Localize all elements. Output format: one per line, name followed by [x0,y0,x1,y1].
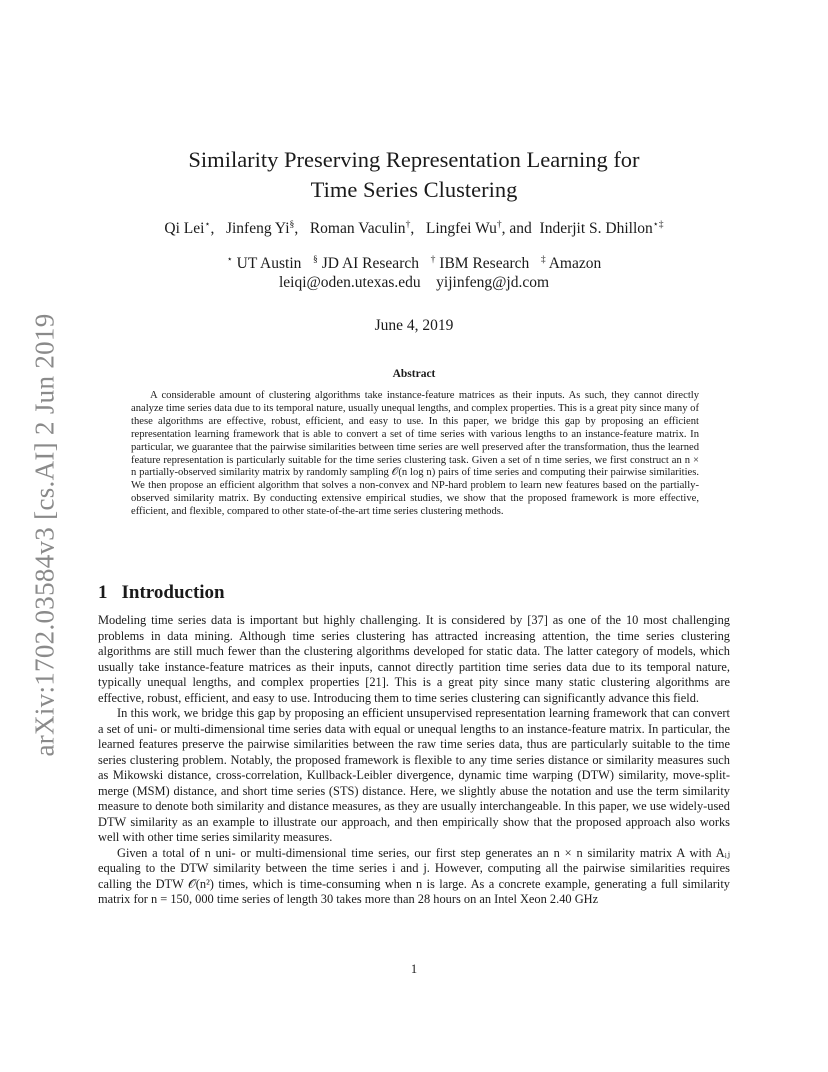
abstract-text: A considerable amount of clustering algorithms take instance-feature matrices as their inputs. As such, they cannot directly analyze time series data due to its temporal nature, usually unequal lengths, and complex properties. This is a great pity since many of these algorithms are effective, robust, efficient, and easy to use. In this paper, we bridge this gap by proposing an efficient representation learning framework that is able to convert a set of time series with various lengths to an instance-feature matrix. In particular, we guarantee that the pairwise similarities between time series are well preserved after the transformation, thus the learned feature representation is particularly suitable for the time series clustering task. Given a set of n time series, we first construct an n × n partially-observed similarity matrix by randomly sampling 𝒪(n log n) pairs of time series and computing their pairwise similarities. We then propose an efficient algorithm that solves a non-convex and NP-hard problem to learn new features based on the partially-observed similarity matrix. By conducting extensive empirical studies, we show that the proposed framework is more effective, efficient, and flexible, compared to other state-of-the-art time series clustering methods. [131,390,699,518]
title-line-2: Time Series Clustering [310,177,518,202]
page-number: 1 [410,962,418,976]
paper-title [0,145,828,205]
paragraph: In this work, we bridge this gap by proposing an efficient unsupervised representation learning framework that can convert a set of uni- or multi-dimensional time series data with equal or unequal lengths to an instance-feature matrix. In particular, the learned features preserve the pairwise similarities between the raw time series data, thus are particularly suitable to the time series clustering problem. Notably, the proposed framework is flexible to any time series distance or similarity measures such as Mikowski distance, cross-correlation, Kullback-Leibler divergence, dynamic time warping (DTW) similarity, move-split-merge (MSM) distance, and short time series (STS) distance. Here, we slightly abuse the notation and use the term similarity measure to denote both similarity and distance measures, as they are usually interchangeable. In this paper, we use widely-used DTW similarity as an example to illustrate our approach, and then empirically show that the proposed approach also works well with other time series similarity measures. [98,706,730,844]
author-mark: ⋆‡ [652,218,664,230]
body-text [98,613,730,908]
author-conjunction: and [509,220,532,237]
title-line-1: Similarity Preserving Representation Learning for [188,147,640,172]
author-mark: § [289,218,295,230]
affiliation-name: IBM Research [439,255,530,272]
paper-date: June 4, 2019 [374,317,454,334]
author-emails: leiqi@oden.utexas.edu yijinfeng@jd.com [278,274,550,291]
affiliation-mark: ‡ [540,253,546,265]
author-mark: ⋆ [204,218,211,230]
affiliation-mark: § [313,253,318,265]
affiliation-mark: † [430,253,436,265]
author-mark: † [496,218,502,230]
affiliation-mark: ⋆ [226,253,233,265]
section-number: 1 [98,582,108,603]
affiliation-name: JD AI Research [321,255,419,272]
author-name: Lingfei Wu [425,220,497,237]
abstract-heading: Abstract [392,368,436,380]
author-name: Qi Lei [164,220,205,237]
author-name: Inderjit S. Dhillon [539,220,653,237]
section-title: Introduction [121,582,225,603]
author-list: Qi Lei⋆, Jinfeng Yi§, Roman Vaculin†, Lingfei Wu†, and Inderjit S. Dhillon⋆‡ [164,218,664,237]
arxiv-identifier-text: arXiv:1702.03584v3 [cs.AI] 2 Jun 2019 [29,313,60,757]
affiliation-name: Amazon [548,255,602,272]
affiliation-name: UT Austin [236,255,302,272]
paragraph: Given a total of n uni- or multi-dimensional time series, our first step generates an n × n similarity matrix A with Aᵢⱼ equaling to the DTW similarity between the time series i and j. However, computing all the pairwise similarities requires calling the DTW 𝒪(n²) times, which is time-consuming when n is large. As a concrete example, generating a full similarity matrix for n = 150, 000 time series of length 30 takes more than 28 hours on an Intel Xeon 2.40 GHz [98,845,730,906]
author-mark: † [405,218,411,230]
author-name: Jinfeng Yi [225,220,290,237]
author-name: Roman Vaculin [309,220,406,237]
affiliation-line [0,254,828,273]
paragraph: Modeling time series data is important but highly challenging. It is considered by [37] as one of the 10 most challenging problems in data mining. Although time series clustering has attracted increasing attention, the time series clustering algorithms are still much fewer than the clustering algorithms developed for static data. The latter category of models, which usually take instance-feature matrices as their inputs, cannot directly partition time series data due to its temporal nature, typically unequal lengths, and complex properties [21]. This is a great pity since many static clustering algorithms are effective, robust, efficient, and easy to use. Introducing them to time series clustering can significantly advance this field. [98,613,730,705]
affiliations [0,254,828,292]
section-heading [98,582,225,604]
